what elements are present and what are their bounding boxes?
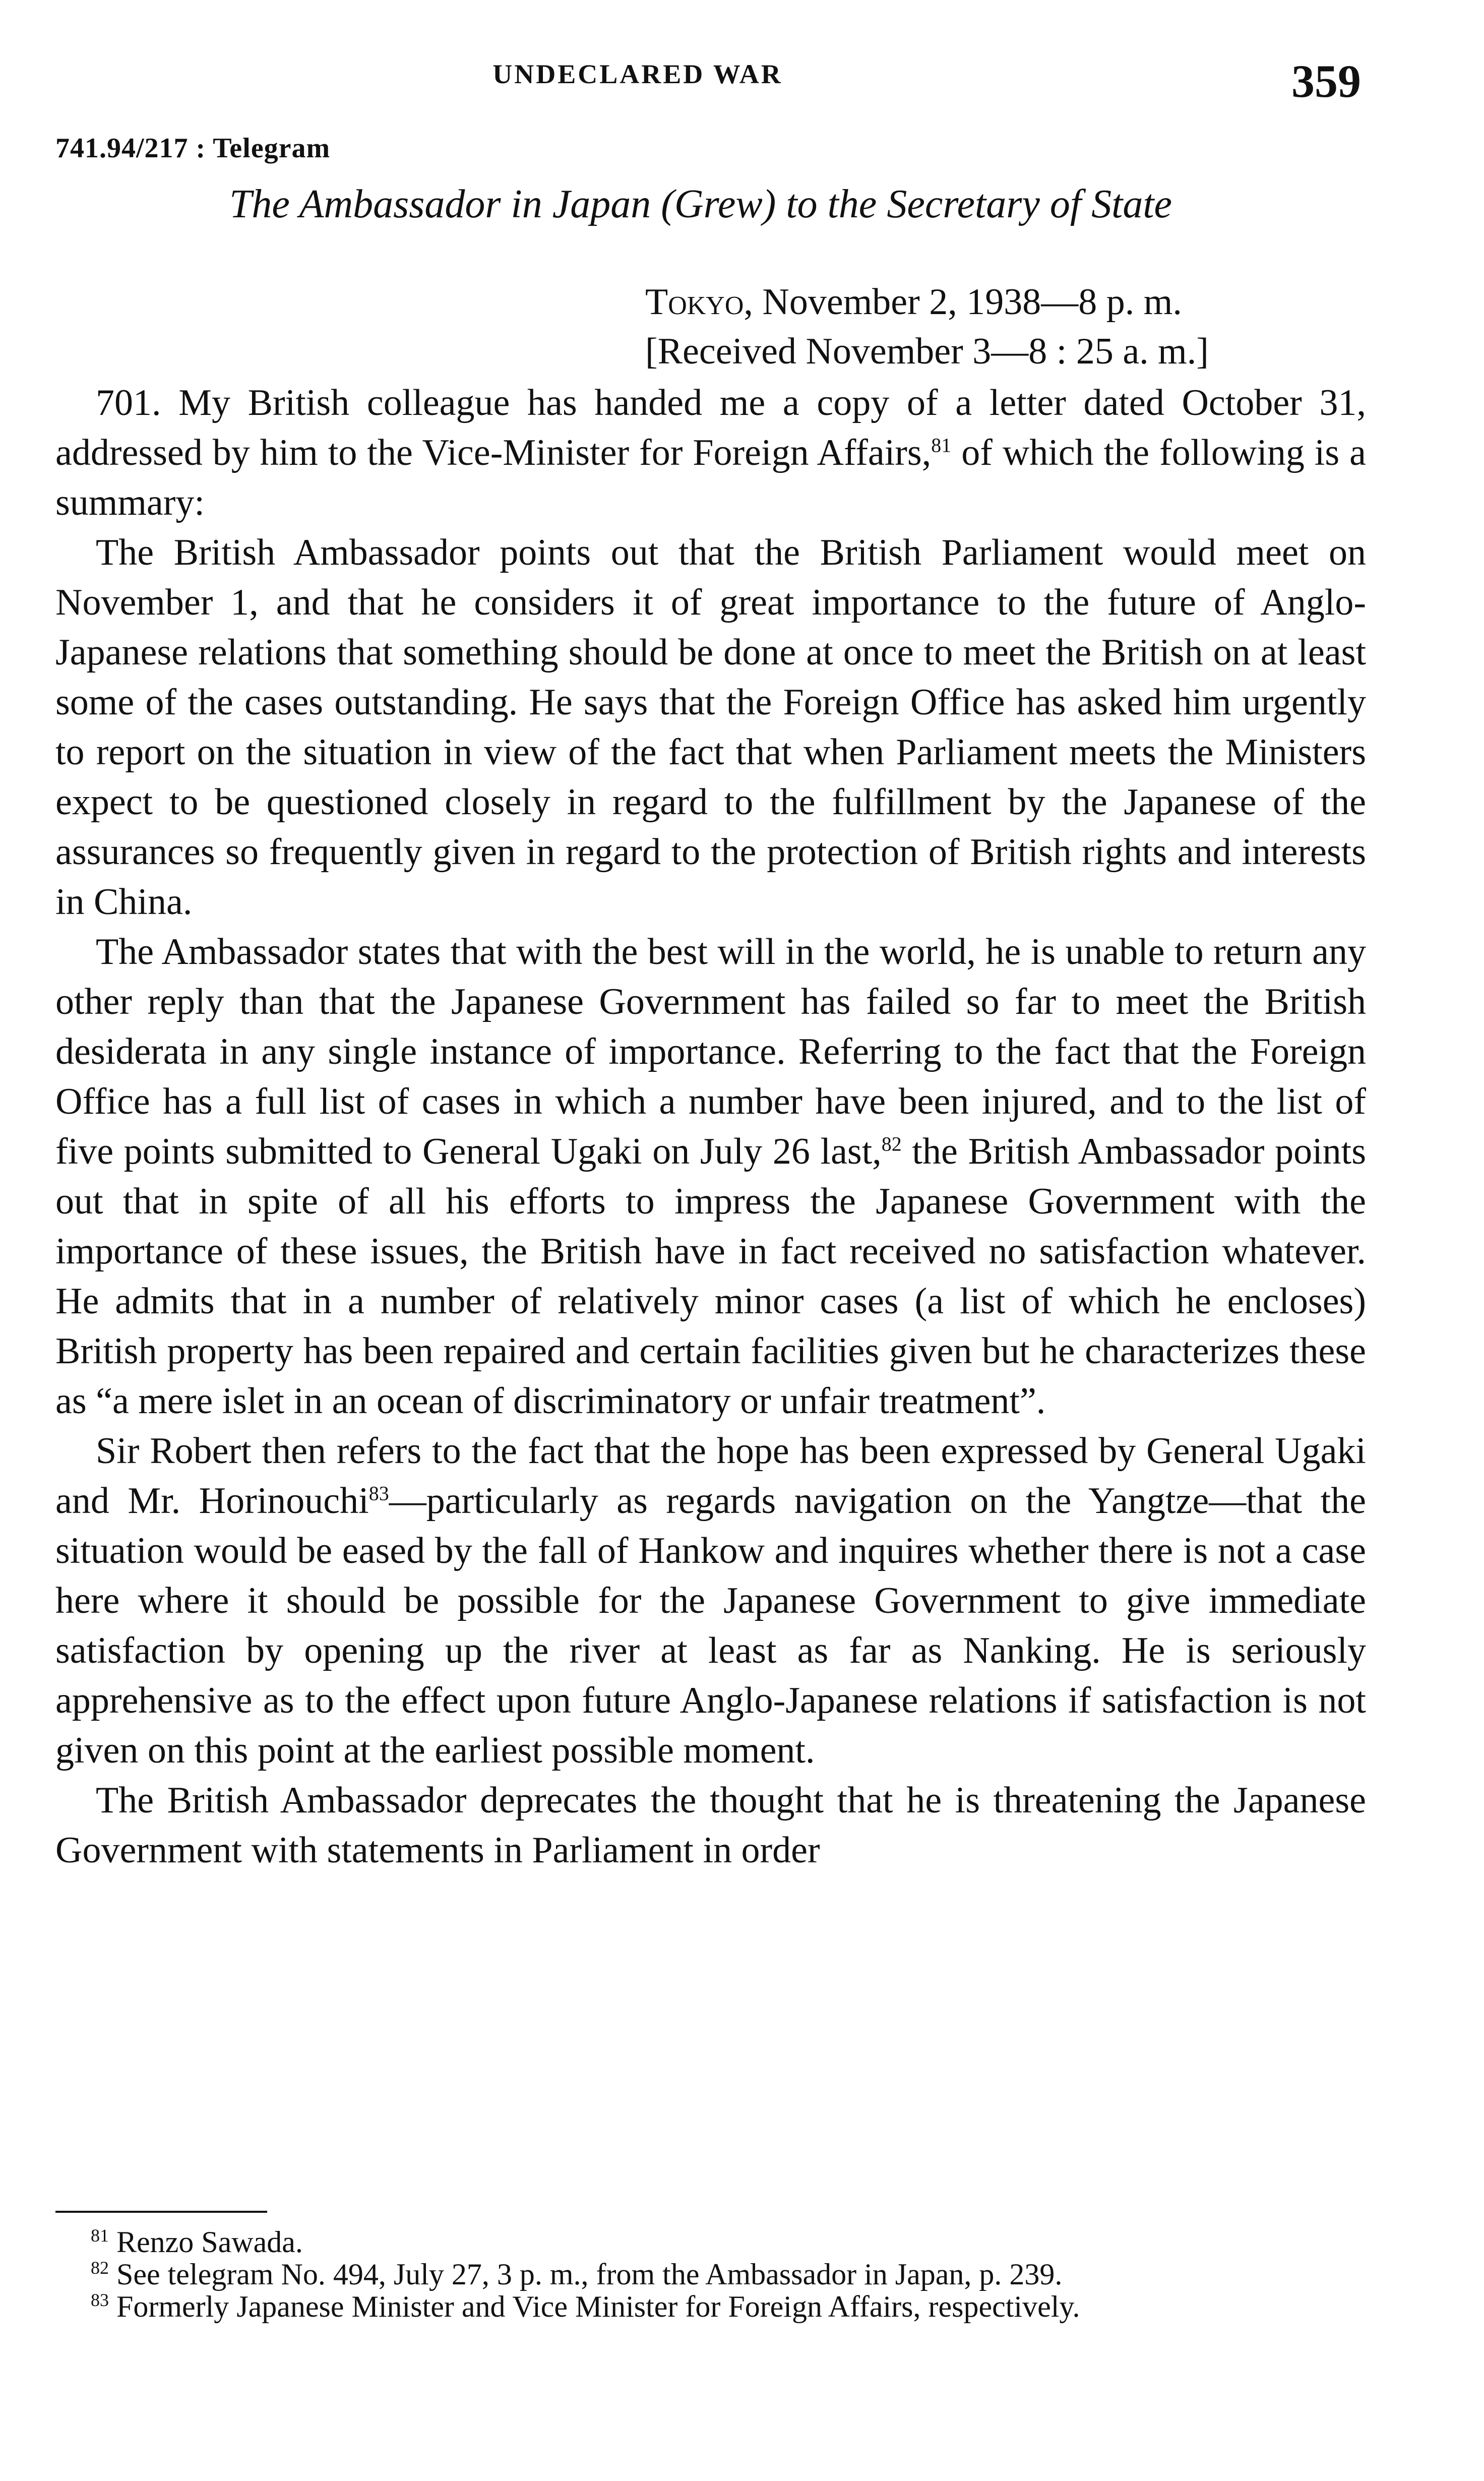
footnote-82-text: See telegram No. 494, July 27, 3 p. m., from the Ambassador in Japan, p. 239.	[116, 2258, 1063, 2291]
footnote-ref-81: 81	[931, 434, 952, 457]
dateline-place: Tokyo	[645, 281, 744, 323]
footnote-82-mark: 82	[91, 2258, 109, 2278]
paragraph-1-text-a: 701. My British colleague has handed me a copy of a letter dated October 31, addressed by him to the Vice-Minister for Foreign Affairs,	[55, 382, 1366, 473]
footnote-83	[55, 2290, 1366, 2323]
footnote-divider	[55, 2211, 267, 2213]
footnote-ref-83: 83	[368, 1482, 389, 1505]
running-header-title: UNDECLARED WAR	[492, 59, 783, 89]
paragraph-4	[55, 1426, 1366, 1776]
footnote-81	[55, 2226, 1366, 2258]
paragraph-5: The British Ambassador deprecates the thought that he is threatening the Japanese Government with statements in Parliament in order	[55, 1780, 1366, 1871]
footnote-82	[55, 2258, 1366, 2290]
telegram-body	[55, 378, 1366, 1875]
paragraph-3-text-a: The Ambassador states that with the best will in the world, he is unable to return any other reply than that the Japanese Government has failed so far to meet the British desiderata in any single instance of importance. Referring to the fact that the Foreign Office has a full list of cases in which a number have been injured, and to the list of five points submitted to General Ugaki on July 26 last,	[55, 931, 1366, 1172]
footnote-83-text: Formerly Japanese Minister and Vice Minister for Foreign Affairs, respectively.	[116, 2290, 1080, 2323]
paragraph-2: The British Ambassador points out that the British Parliament would meet on November 1, and that he considers it of great importance to the future of Anglo-Japanese relations that something should be done at once to meet the British on at least some of the cases outstanding. He says that the Foreign Office has asked him urgently to report on the situation in view of the fact that when Parliament meets the Ministers expect to be questioned closely in regard to the fulfillment by the Japanese of the assurances so frequently given in regard to the protection of British rights and interests in China.	[55, 532, 1366, 923]
paragraph-1	[55, 378, 1366, 528]
paragraph-4-text-b: —particularly as regards navigation on the Yangtze—that the situation would be eased by the fall of Hankow and inquires whether there is not a case here where it should be possible for the Japanese Government to give immediate satisfaction by opening up the river at least as far as Nanking. He is seriously apprehensive as to the effect upon future Anglo-Japanese relations if satisfaction is not given on this point at the earliest possible moment.	[55, 1480, 1367, 1771]
paragraph-3-text-b: the British Ambassador points out that in spite of all his efforts to impress the Japanese Government with the importance of these issues, the British have in fact received no satisfaction whatever. He admits that in a number of relatively minor cases (a list of which he encloses) British property has been repaired and certain facilities given but he characterizes these as “a mere islet in an ocean of discriminatory or unfair treatment”.	[55, 1131, 1366, 1422]
paragraph-4-text-a: Sir Robert then refers to the fact that the hope has been expressed by General Ugaki and Mr. Horinouchi	[55, 1430, 1366, 1522]
paragraph-3	[55, 927, 1366, 1426]
footnotes	[55, 2226, 1366, 2323]
dateline-date: , November 2, 1938—8 p. m.	[744, 281, 1182, 323]
footnote-81-mark: 81	[91, 2225, 109, 2246]
footnote-81-text: Renzo Sawada.	[116, 2225, 303, 2259]
running-header	[35, 54, 1366, 110]
document-title: The Ambassador in Japan (Grew) to the Secretary of State	[229, 182, 1172, 226]
file-reference: 741.94/217 : Telegram	[55, 133, 331, 164]
paragraph-1-text-b: of which the following is a summary:	[55, 432, 1367, 523]
page-number: 359	[1291, 55, 1361, 107]
footnote-83-mark: 83	[91, 2290, 109, 2310]
document-page	[35, 0, 1366, 2481]
received-line: [Received November 3—8 : 25 a. m.]	[645, 331, 1209, 372]
footnote-ref-82: 82	[881, 1132, 902, 1156]
dateline	[645, 277, 1356, 376]
